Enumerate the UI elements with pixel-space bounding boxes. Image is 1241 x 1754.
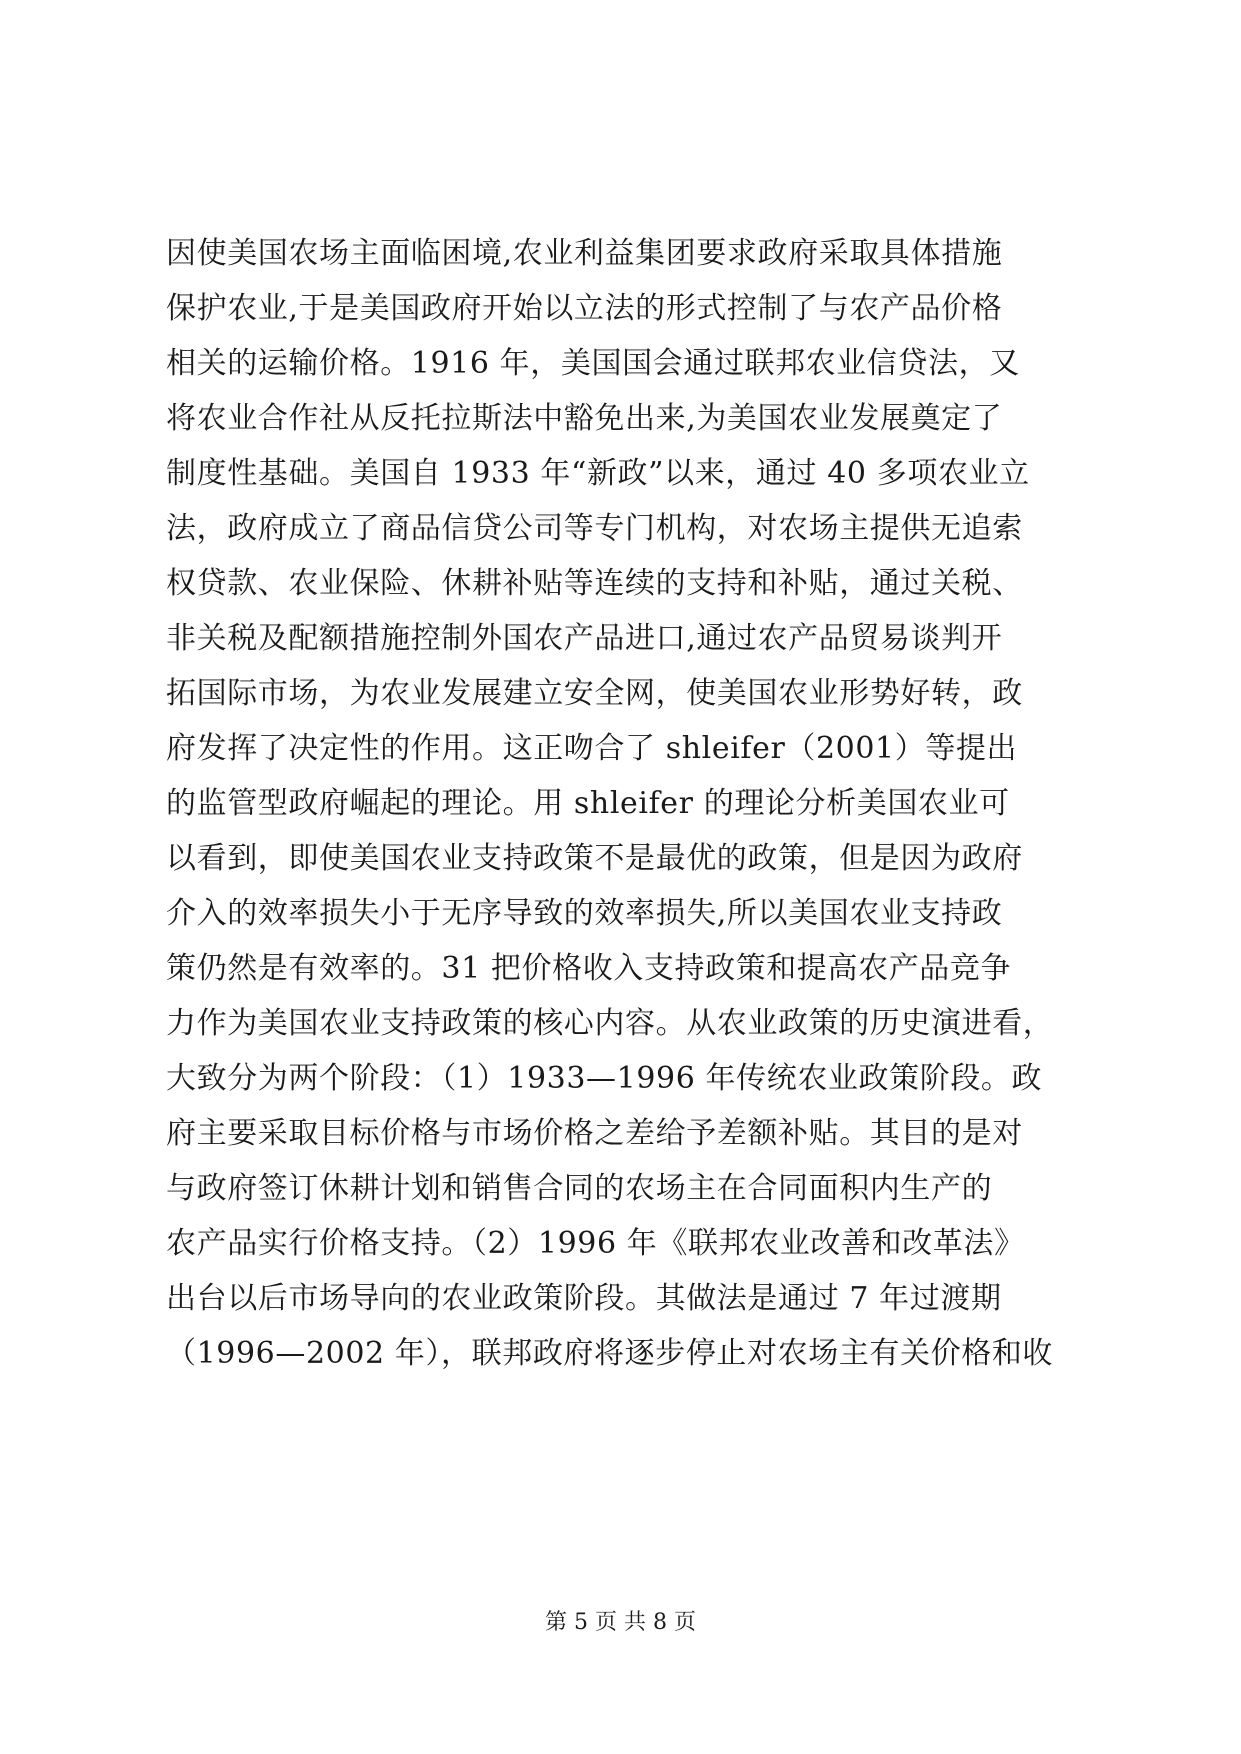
text-line: 权贷款、农业保险、休耕补贴等连续的支持和补贴，通过关税、	[166, 566, 1023, 601]
text-line: 府主要采取目标价格与市场价格之差给予差额补贴。其目的是对	[166, 1116, 1023, 1151]
page-number-label: 第 5 页 共 8 页	[545, 1610, 696, 1635]
text-line: （1996—2002 年），联邦政府将逐步停止对农场主有关价格和收	[166, 1336, 1054, 1371]
text-line: 与政府签订休耕计划和销售合同的农场主在合同面积内生产的	[166, 1171, 993, 1206]
text-line: 出台以后市场导向的农业政策阶段。其做法是通过 7 年过渡期	[166, 1281, 1002, 1316]
text-line: 将农业合作社从反托拉斯法中豁免出来,为美国农业发展奠定了	[166, 401, 1003, 436]
body-text	[166, 226, 1076, 1381]
text-line: 力作为美国农业支持政策的核心内容。从农业政策的历史演进看，	[166, 1006, 1054, 1041]
text-line: 策仍然是有效率的。31 把价格收入支持政策和提高农产品竞争	[166, 951, 1012, 986]
text-line: 拓国际市场，为农业发展建立安全网，使美国农业形势好转，政	[166, 676, 1023, 711]
text-line: 农产品实行价格支持。（2）1996 年《联邦农业改善和改革法》	[166, 1226, 1025, 1261]
text-line: 法，政府成立了商品信贷公司等专门机构，对农场主提供无追索	[166, 511, 1023, 546]
text-line: 大致分为两个阶段：（1）1933—1996 年传统农业政策阶段。政	[166, 1061, 1043, 1096]
text-line: 非关税及配额措施控制外国农产品进口,通过农产品贸易谈判开	[166, 621, 1003, 656]
text-line: 制度性基础。美国自 1933 年“新政”以来，通过 40 多项农业立	[166, 456, 1030, 491]
text-line: 介入的效率损失小于无序导致的效率损失,所以美国农业支持政	[166, 896, 1003, 931]
text-line: 以看到，即使美国农业支持政策不是最优的政策，但是因为政府	[166, 841, 1023, 876]
text-line: 因使美国农场主面临困境,农业利益集团要求政府采取具体措施	[166, 236, 1003, 271]
text-line: 相关的运输价格。1916 年，美国国会通过联邦农业信贷法，又	[166, 346, 1020, 381]
page-footer	[0, 1608, 1241, 1638]
text-line: 的监管型政府崛起的理论。用 shleifer 的理论分析美国农业可	[166, 786, 1010, 821]
text-line: 府发挥了决定性的作用。这正吻合了 shleifer（2001）等提出	[166, 731, 1018, 766]
text-line: 保护农业,于是美国政府开始以立法的形式控制了与农产品价格	[166, 291, 1003, 326]
